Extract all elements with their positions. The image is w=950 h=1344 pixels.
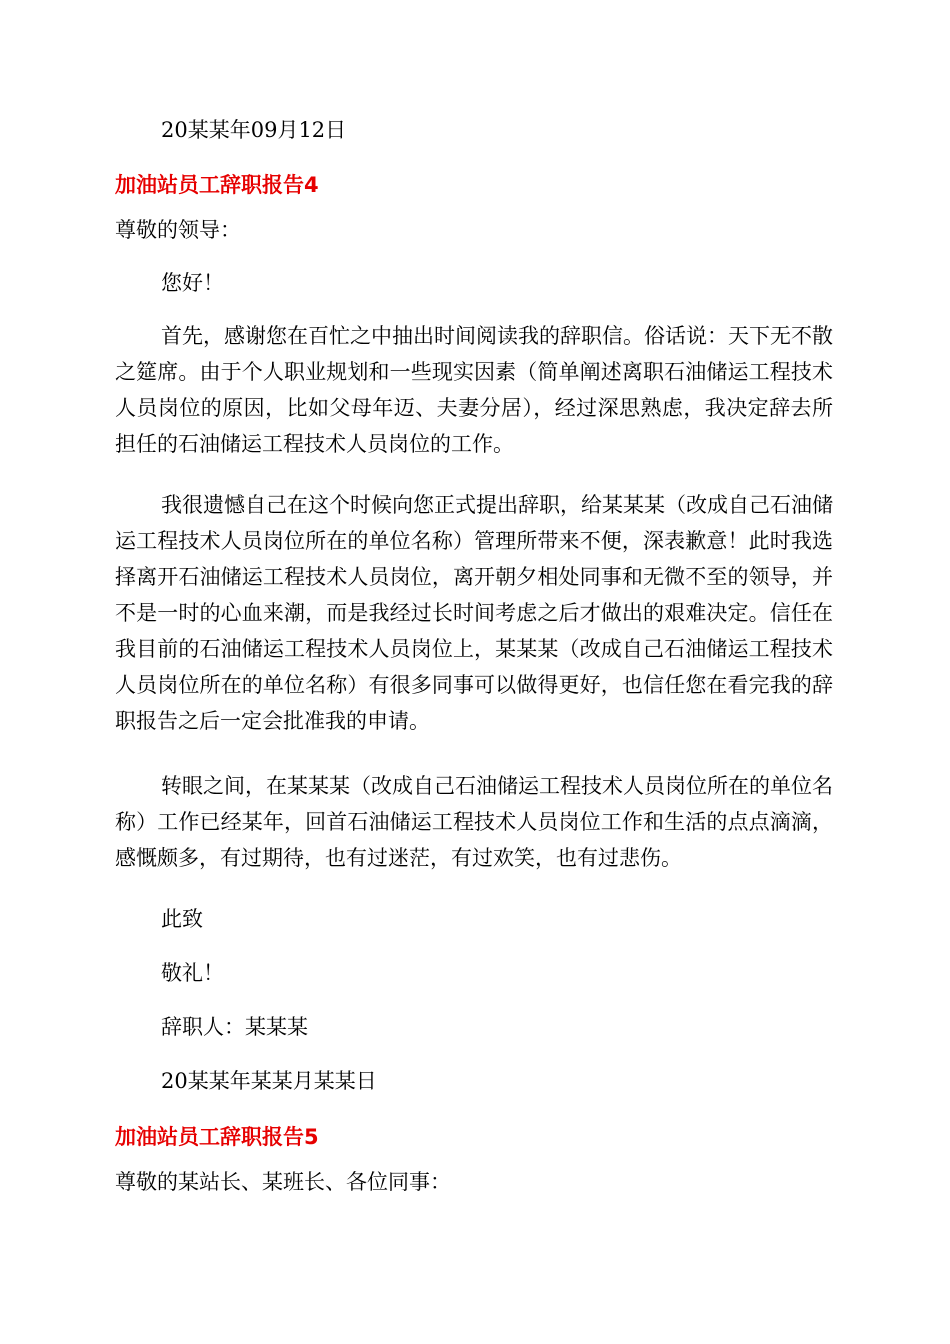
closing-regards: 敬礼！ <box>161 961 224 985</box>
signature-date: 20某某年某某月某某日 <box>161 1069 377 1093</box>
closing-phrase: 此致 <box>161 907 203 931</box>
section-4-salutation: 尊敬的领导： <box>115 218 241 242</box>
section-4-greeting: 您好！ <box>161 271 224 295</box>
section-4-heading: 加油站员工辞职报告4 <box>115 173 319 197</box>
signer-line: 辞职人：某某某 <box>161 1015 308 1039</box>
top-date: 20某某年09月12日 <box>161 118 347 142</box>
section-5-heading: 加油站员工辞职报告5 <box>115 1125 319 1149</box>
section-5-salutation: 尊敬的某站长、某班长、各位同事： <box>115 1170 451 1194</box>
section-4-paragraph-3: 转眼之间，在某某某（改成自己石油储运工程技术人员岗位所在的单位名称）工作已经某年，回首石油储运工程技术人员岗位工作和生活的点点滴滴，感慨颇多，有过期待，也有过迷茫，有过欢笑，也有过悲伤。 <box>115 774 833 870</box>
section-4-paragraph-2: 我很遗憾自己在这个时候向您正式提出辞职，给某某某（改成自己石油储运工程技术人员岗位所在的单位名称）管理所带来不便，深表歉意！此时我选择离开石油储运工程技术人员岗位，离开朝夕相处同事和无微不至的领导，并不是一时的心血来潮，而是我经过长时间考虑之后才做出的艰难决定。信任在我目前的石油储运工程技术人员岗位上，某某某（改成自己石油储运工程技术人员岗位所在的单位名称）有很多同事可以做得更好，也信任您在看完我的辞职报告之后一定会批准我的申请。 <box>115 493 833 733</box>
section-4-paragraph-1: 首先，感谢您在百忙之中抽出时间阅读我的辞职信。俗话说：天下无不散之筵席。由于个人职业规划和一些现实因素（简单阐述离职石油储运工程技术人员岗位的原因，比如父母年迈、夫妻分居），经过深思熟虑，我决定辞去所担任的石油储运工程技术人员岗位的工作。 <box>115 324 833 456</box>
